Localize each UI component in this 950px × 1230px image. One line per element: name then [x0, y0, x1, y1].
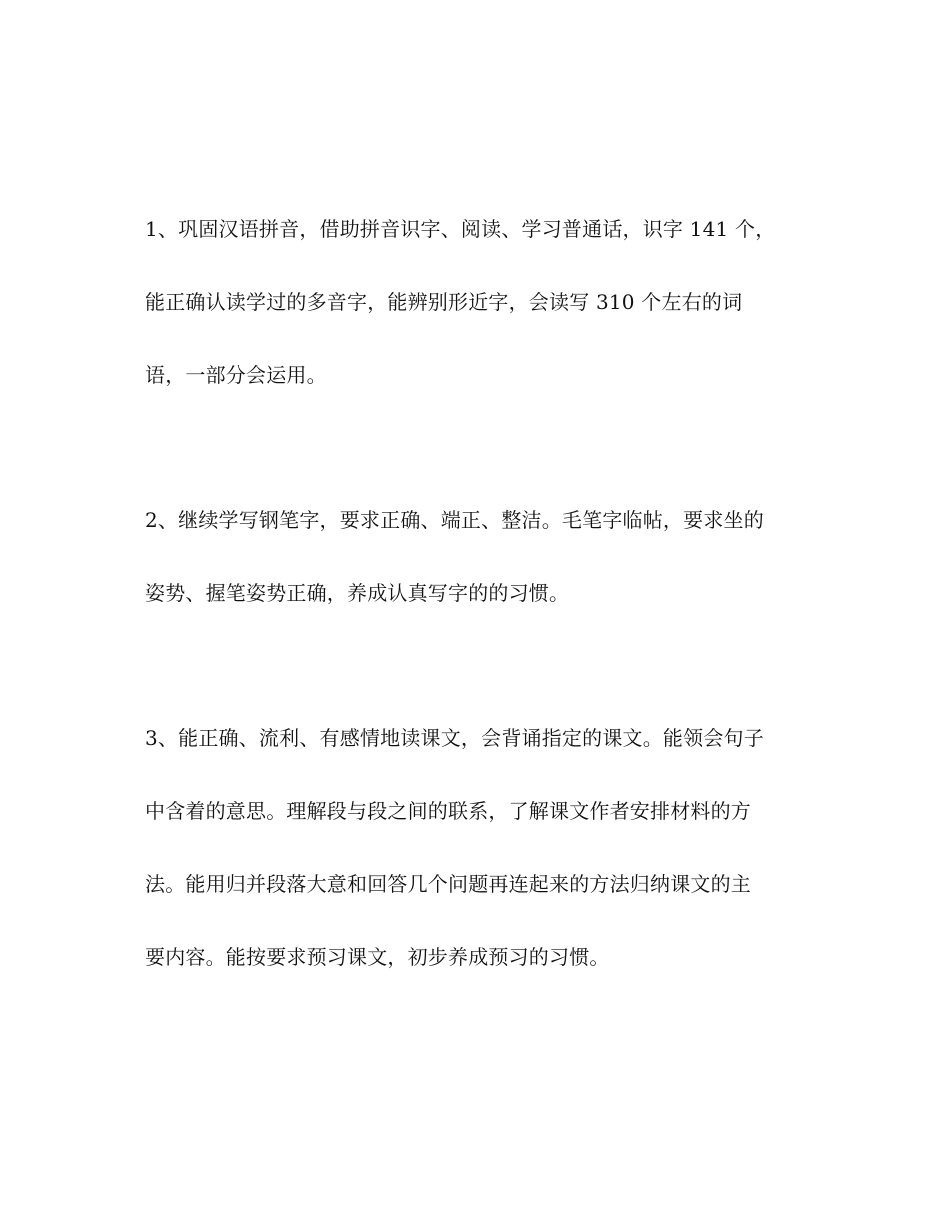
paragraph-line: 3、能正确、流利、有感情地读课文，会背诵指定的课文。能领会句子: [145, 726, 764, 750]
paragraph-line: 1、巩固汉语拼音，借助拼音识字、阅读、学习普通话，识字 141 个，: [145, 217, 776, 241]
paragraph-line: 能正确认读学过的多音字，能辨别形近字，会读写 310 个左右的词: [145, 290, 743, 314]
paragraph-line: 法。能用归并段落大意和回答几个问题再连起来的方法归纳课文的主: [145, 872, 751, 896]
paragraph-line: 姿势、握笔姿势正确，养成认真写字的的习惯。: [145, 581, 570, 605]
paragraph-line: 中含着的意思。理解段与段之间的联系，了解课文作者安排材料的方: [145, 799, 751, 823]
paragraph-line: 2、继续学写钢笔字，要求正确、端正、整洁。毛笔字临帖，要求坐的: [145, 508, 764, 532]
paragraph-line: 语，一部分会运用。: [145, 363, 327, 387]
paragraph-line: 要内容。能按要求预习课文，初步养成预习的习惯。: [145, 945, 610, 969]
